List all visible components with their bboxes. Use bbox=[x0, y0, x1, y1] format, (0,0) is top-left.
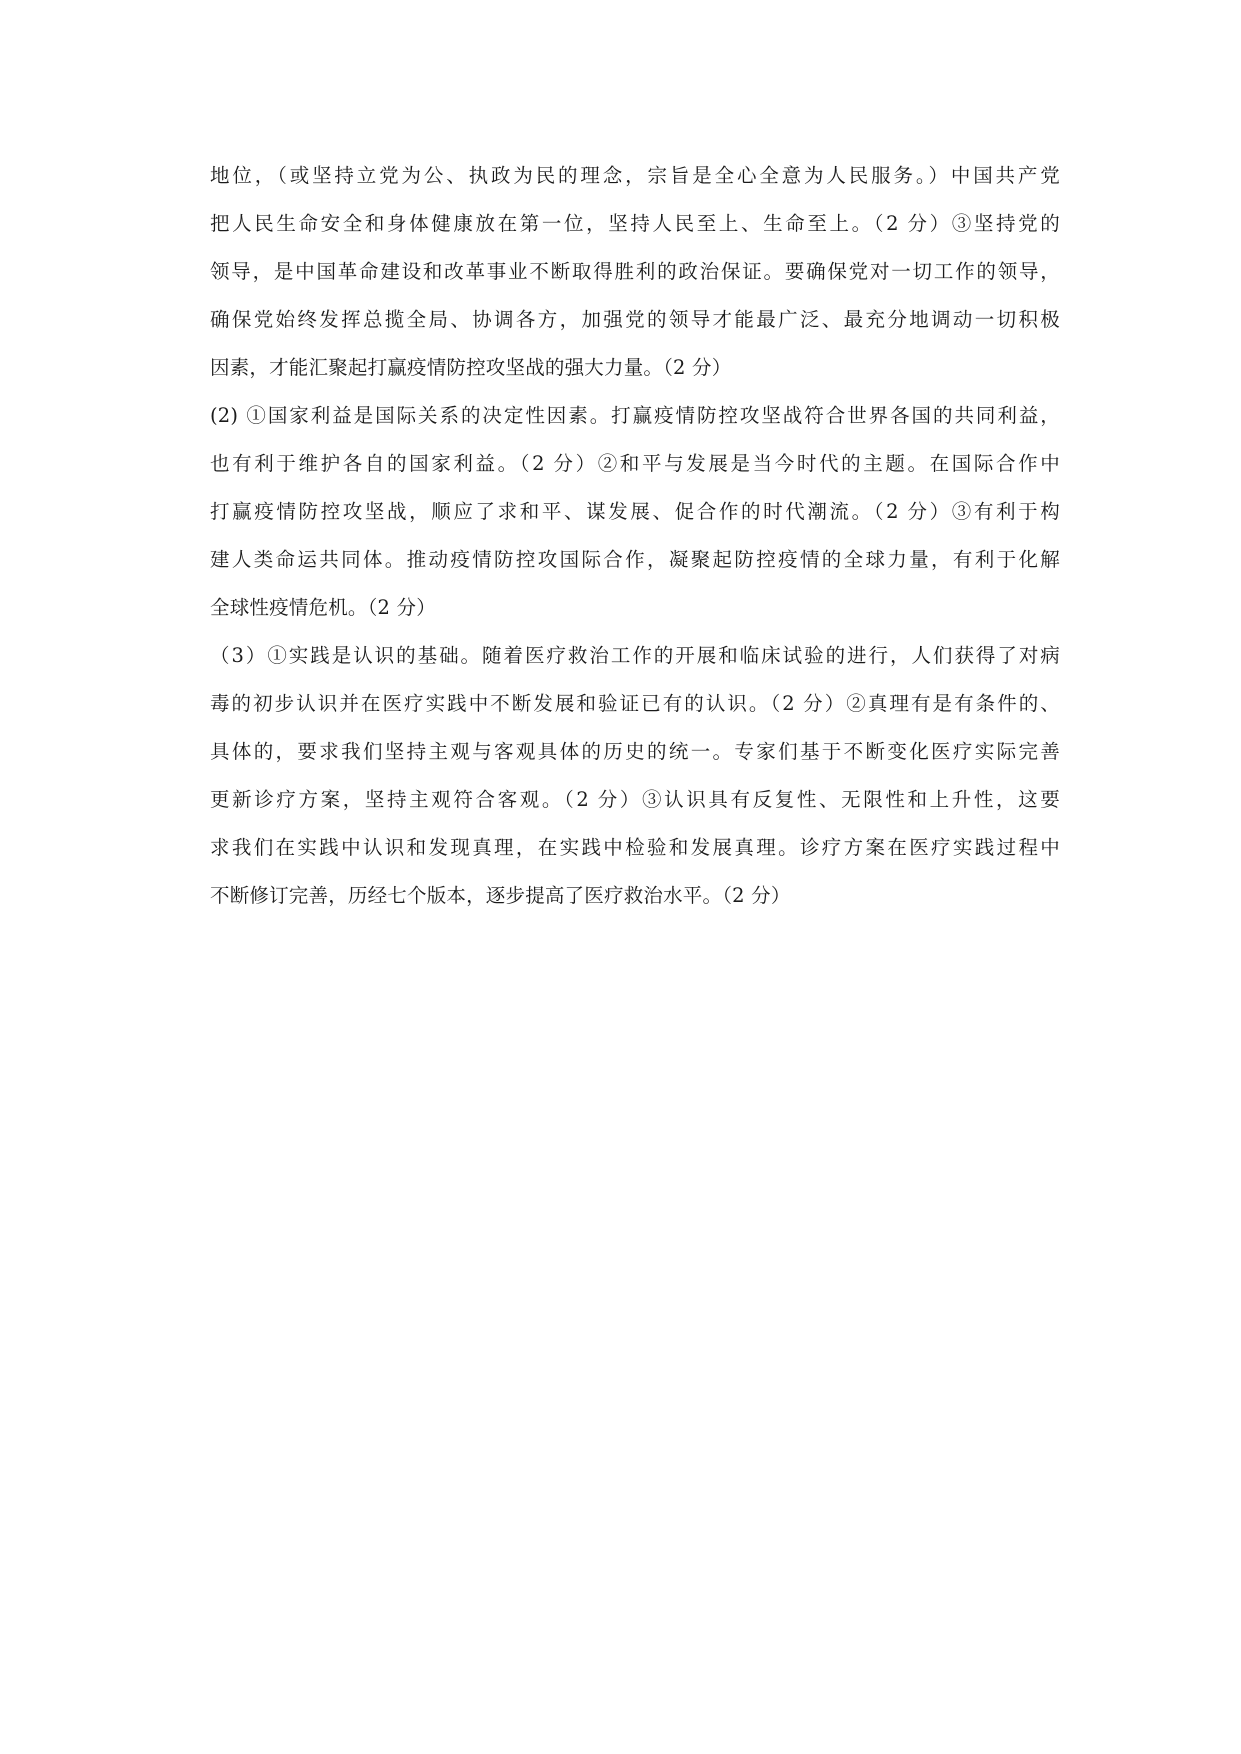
text-line: 确保党始终发挥总揽全局、协调各方，加强党的领导才能最广泛、最充分地调动一切积极 bbox=[210, 308, 1060, 331]
text-line: 不断修订完善，历经七个版本，逐步提高了医疗救治水平。（2 分） bbox=[210, 884, 791, 907]
text-line: 也有利于维护各自的国家利益。（2 分）②和平与发展是当今时代的主题。在国际合作中 bbox=[210, 452, 1060, 475]
text-line: 具体的，要求我们坚持主观与客观具体的历史的统一。专家们基于不断变化医疗实际完善 bbox=[210, 740, 1060, 763]
text-line: 领导，是中国革命建设和改革事业不断取得胜利的政治保证。要确保党对一切工作的领导， bbox=[210, 260, 1060, 283]
paragraph-1 bbox=[210, 152, 1060, 392]
text-line: 求我们在实践中认识和发现真理，在实践中检验和发展真理。诊疗方案在医疗实践过程中 bbox=[210, 836, 1060, 859]
text-line: (2) ①国家利益是国际关系的决定性因素。打赢疫情防控攻坚战符合世界各国的共同利益， bbox=[210, 404, 1060, 427]
text-line: 地位，（或坚持立党为公、执政为民的理念，宗旨是全心全意为人民服务。）中国共产党 bbox=[210, 164, 1060, 187]
text-line: 毒的初步认识并在医疗实践中不断发展和验证已有的认识。（2 分）②真理有是有条件的、 bbox=[210, 692, 1060, 715]
paragraph-2 bbox=[210, 392, 1060, 632]
paragraph-3 bbox=[210, 632, 1060, 920]
text-line: 建人类命运共同体。推动疫情防控攻国际合作，凝聚起防控疫情的全球力量，有利于化解 bbox=[210, 548, 1060, 571]
text-line: 打赢疫情防控攻坚战，顺应了求和平、谋发展、促合作的时代潮流。（2 分）③有利于构 bbox=[210, 500, 1060, 523]
text-line: 把人民生命安全和身体健康放在第一位，坚持人民至上、生命至上。（2 分）③坚持党的 bbox=[210, 212, 1060, 235]
text-line: 因素，才能汇聚起打赢疫情防控攻坚战的强大力量。（2 分） bbox=[210, 356, 732, 379]
document-body bbox=[210, 152, 1060, 920]
text-line: 全球性疫情危机。（2 分） bbox=[210, 596, 436, 619]
text-line: 更新诊疗方案，坚持主观符合客观。（2 分）③认识具有反复性、无限性和上升性，这要 bbox=[210, 788, 1060, 811]
text-line: （3）①实践是认识的基础。随着医疗救治工作的开展和临床试验的进行，人们获得了对病 bbox=[210, 644, 1060, 667]
